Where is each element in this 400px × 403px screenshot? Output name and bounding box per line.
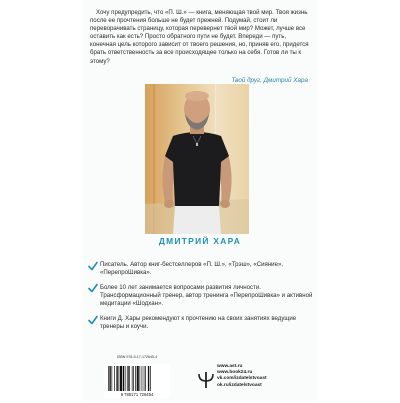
author-photo: [145, 84, 249, 234]
link-ok[interactable]: ok.ru/izdatelstvoast: [217, 382, 262, 388]
barcode-bar: [135, 366, 136, 391]
barcode-bar: [119, 366, 120, 391]
publisher-links: [217, 364, 267, 389]
check-icon: [88, 315, 98, 325]
barcode-bar: [132, 366, 133, 391]
barcode-bar: [109, 366, 110, 391]
barcode-digits: 9 785171 726454: [120, 392, 154, 397]
check-icon: [88, 283, 98, 293]
link-vk[interactable]: vk.com/izdatelstvoast: [217, 376, 267, 382]
barcode-bar: [144, 366, 145, 391]
barcode-bar: [120, 366, 122, 391]
bio-text: Книги Д. Хары рекомендуют к прочтению на своих занятиях ведущие тренеры и коучи.: [100, 315, 297, 331]
barcode-bar: [140, 366, 141, 391]
intro-paragraph: Хочу предупредить, что «П. Ш.» — книга, меняющая твой мир. Твоя жизнь после ее прочтения больше не будет прежней. Подумай, стоит ли переворачивать страницу, которая перевернет твой мир? Может, лучше все оставить как есть? Просто обратного пути не будет. Впереди — путь, конечная цель которого зависит от твоего решения, но, приняв его, придется брать ответственность за все происходящее только на себя. Готов ли ты к этому?: [90, 9, 309, 65]
barcode-bar: [133, 366, 134, 391]
barcode-bar: [108, 366, 109, 391]
check-icon: [88, 261, 98, 271]
ast-logo-icon: [197, 371, 215, 389]
barcode-bar: [142, 366, 143, 391]
barcode-bar: [150, 366, 151, 391]
barcode-bar: [145, 366, 146, 391]
isbn-label: ISBN 978-5-17-172645-4: [117, 355, 158, 359]
barcode-bar: [116, 366, 117, 391]
barcode-bar: [112, 366, 113, 391]
barcode-bar: [114, 366, 115, 391]
barcode-bar: [148, 366, 149, 391]
barcode-bar: [123, 366, 124, 391]
bio-text: Писатель. Автор книг-бестселлеров «П. Ш.», «Трэш», «Сияние», «ПерепроШивка».: [100, 261, 284, 277]
author-name: ДМИТРИЙ ХАРА: [158, 236, 242, 246]
bio-text: Более 10 лет занимается вопросами развития личности. Трансформационный тренер, автор тренинга «ПерепроШивка» и активной медитации «Шодхан».: [100, 283, 313, 308]
link-book24[interactable]: www.book24.ru: [217, 370, 253, 376]
bio-item: [88, 261, 314, 277]
link-ast[interactable]: www.ast.ru: [217, 364, 243, 369]
barcode-graphic: [104, 364, 170, 398]
barcode-bar: [128, 366, 129, 391]
author-bio-list: [88, 261, 314, 338]
bio-item: [88, 284, 314, 309]
signature: Твой друг, Дмитрий Хара: [231, 77, 308, 84]
barcode-bar: [137, 366, 139, 391]
barcode-bar: [127, 366, 128, 391]
bio-item: [88, 315, 314, 331]
barcode: [104, 364, 170, 398]
barcode-bar: [125, 366, 126, 391]
